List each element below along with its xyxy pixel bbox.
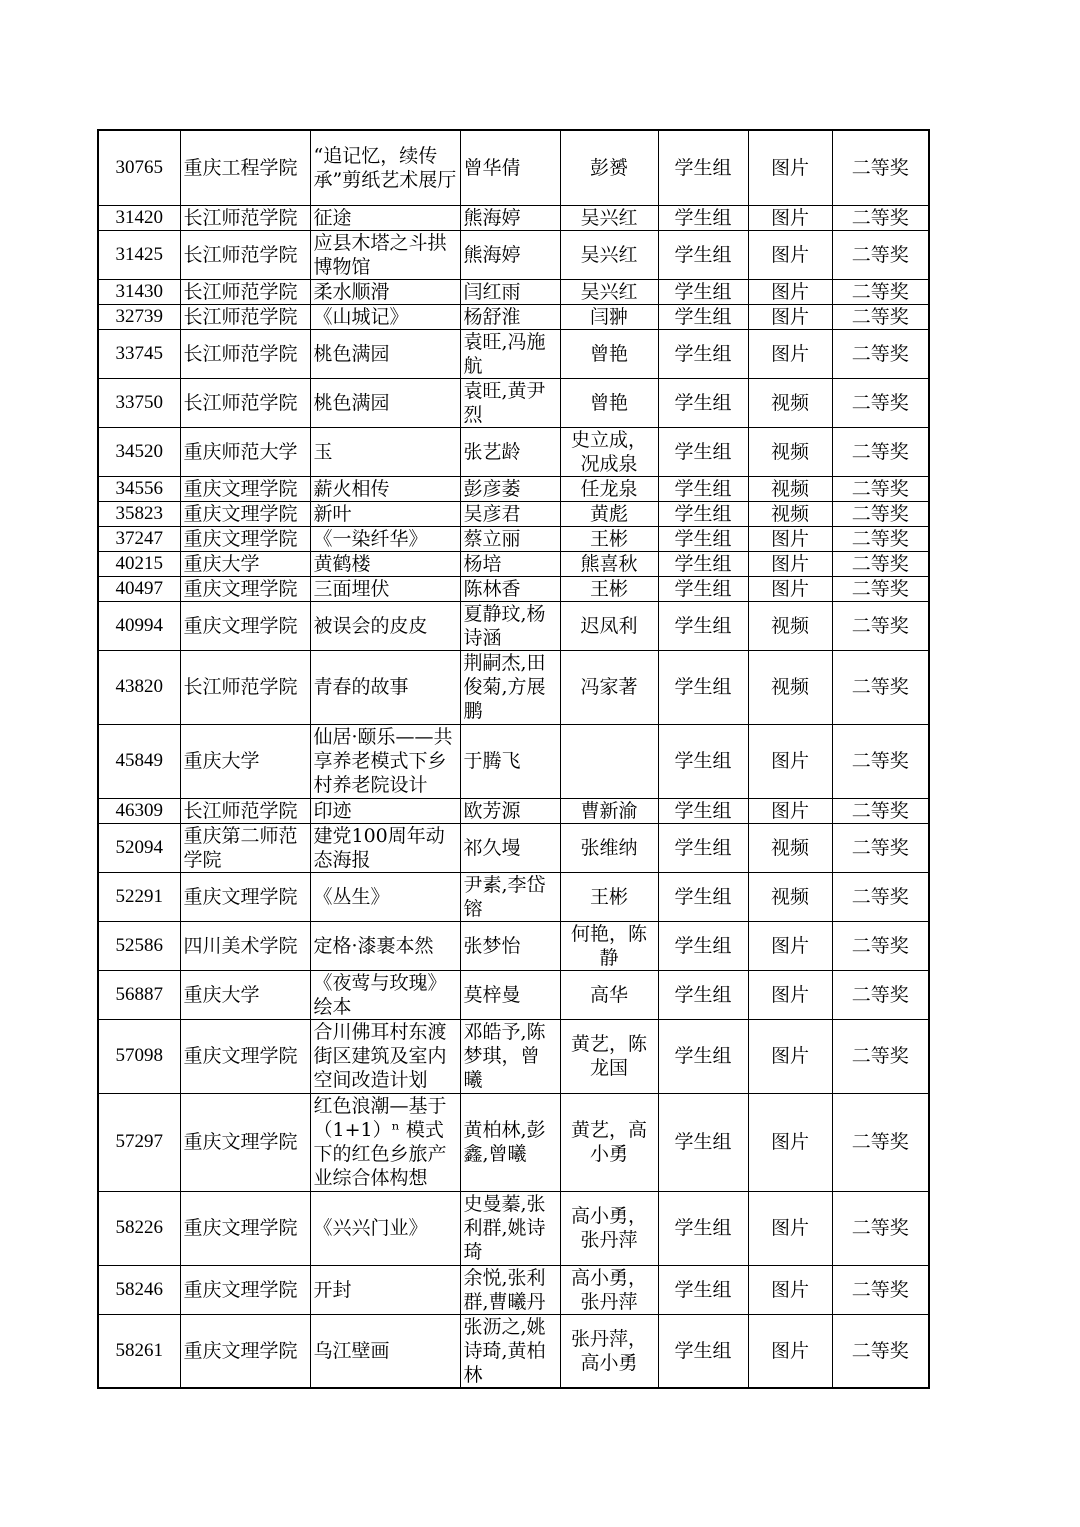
award-cell: 二等奖 [832,329,929,378]
award-cell: 二等奖 [832,970,929,1019]
school-cell: 重庆大学 [180,551,310,576]
work-type-cell: 图片 [748,724,832,798]
work-title-cell: 仙居·颐乐——共享养老模式下乡村养老院设计 [310,724,460,798]
entry-id-cell: 57297 [98,1093,180,1191]
award-table [97,129,930,1389]
group-cell: 学生组 [658,601,748,650]
tutor-cell: 任龙泉 [560,476,658,501]
award-cell: 二等奖 [832,427,929,476]
group-cell: 学生组 [658,1265,748,1314]
group-cell: 学生组 [658,576,748,601]
table-row [98,551,929,576]
award-cell: 二等奖 [832,378,929,427]
work-title-cell: 应县木塔之斗拱博物馆 [310,230,460,279]
authors-cell: 熊海婷 [460,230,560,279]
table-row [98,427,929,476]
work-title-cell: 玉 [310,427,460,476]
authors-cell: 夏静玟,杨诗涵 [460,601,560,650]
table-row [98,279,929,304]
group-cell: 学生组 [658,921,748,970]
award-cell: 二等奖 [832,130,929,205]
work-type-cell: 图片 [748,205,832,230]
school-cell: 长江师范学院 [180,205,310,230]
work-type-cell: 图片 [748,526,832,551]
award-cell: 二等奖 [832,921,929,970]
group-cell: 学生组 [658,1191,748,1265]
award-cell: 二等奖 [832,576,929,601]
authors-cell: 余悦,张利群,曹曦丹 [460,1265,560,1314]
authors-cell: 邓皓予,陈梦琪，曾曦 [460,1019,560,1093]
authors-cell: 杨培 [460,551,560,576]
table-row [98,476,929,501]
award-table-body [98,130,929,1388]
entry-id-cell: 46309 [98,798,180,823]
work-type-cell: 图片 [748,921,832,970]
entry-id-cell: 33750 [98,378,180,427]
school-cell: 重庆文理学院 [180,872,310,921]
entry-id-cell: 31425 [98,230,180,279]
entry-id-cell: 43820 [98,650,180,724]
tutor-cell: 曹新渝 [560,798,658,823]
work-title-cell: 红色浪潮—基于（1+1）ⁿ 模式下的红色乡旅产业综合体构想 [310,1093,460,1191]
work-title-cell: 乌江壁画 [310,1314,460,1388]
entry-id-cell: 52291 [98,872,180,921]
work-title-cell: 柔水顺滑 [310,279,460,304]
work-title-cell: 桃色满园 [310,378,460,427]
table-row [98,1314,929,1388]
entry-id-cell: 40994 [98,601,180,650]
authors-cell: 陈林香 [460,576,560,601]
award-cell: 二等奖 [832,501,929,526]
school-cell: 重庆文理学院 [180,1265,310,1314]
school-cell: 长江师范学院 [180,304,310,329]
school-cell: 重庆文理学院 [180,526,310,551]
table-row [98,601,929,650]
award-cell: 二等奖 [832,650,929,724]
school-cell: 重庆文理学院 [180,1314,310,1388]
table-row [98,872,929,921]
work-type-cell: 图片 [748,329,832,378]
entry-id-cell: 37247 [98,526,180,551]
table-row [98,798,929,823]
authors-cell: 曾华倩 [460,130,560,205]
group-cell: 学生组 [658,501,748,526]
authors-cell: 熊海婷 [460,205,560,230]
work-type-cell: 图片 [748,130,832,205]
work-type-cell: 图片 [748,1265,832,1314]
table-row [98,130,929,205]
work-type-cell: 视频 [748,501,832,526]
authors-cell: 吴彦君 [460,501,560,526]
group-cell: 学生组 [658,476,748,501]
school-cell: 长江师范学院 [180,798,310,823]
table-row [98,501,929,526]
table-row [98,1019,929,1093]
work-title-cell: 被误会的皮皮 [310,601,460,650]
table-row [98,205,929,230]
table-row [98,576,929,601]
group-cell: 学生组 [658,230,748,279]
entry-id-cell: 45849 [98,724,180,798]
work-title-cell: 定格·漆裹本然 [310,921,460,970]
work-type-cell: 视频 [748,872,832,921]
tutor-cell: 王彬 [560,872,658,921]
school-cell: 长江师范学院 [180,378,310,427]
table-row [98,1265,929,1314]
award-cell: 二等奖 [832,205,929,230]
school-cell: 长江师范学院 [180,230,310,279]
table-row [98,921,929,970]
award-cell: 二等奖 [832,1093,929,1191]
group-cell: 学生组 [658,872,748,921]
entry-id-cell: 30765 [98,130,180,205]
work-type-cell: 视频 [748,650,832,724]
authors-cell: 闫红雨 [460,279,560,304]
school-cell: 重庆大学 [180,970,310,1019]
school-cell: 重庆文理学院 [180,501,310,526]
award-cell: 二等奖 [832,823,929,872]
authors-cell: 史曼蓁,张利群,姚诗琦 [460,1191,560,1265]
work-type-cell: 图片 [748,1191,832,1265]
group-cell: 学生组 [658,551,748,576]
award-cell: 二等奖 [832,304,929,329]
entry-id-cell: 57098 [98,1019,180,1093]
group-cell: 学生组 [658,130,748,205]
school-cell: 长江师范学院 [180,329,310,378]
tutor-cell: 黄艺，陈龙国 [560,1019,658,1093]
tutor-cell: 冯家著 [560,650,658,724]
school-cell: 长江师范学院 [180,650,310,724]
entry-id-cell: 33745 [98,329,180,378]
authors-cell: 袁旺,黄尹烈 [460,378,560,427]
school-cell: 重庆文理学院 [180,1019,310,1093]
authors-cell: 祁久墁 [460,823,560,872]
group-cell: 学生组 [658,1314,748,1388]
authors-cell: 袁旺,冯施航 [460,329,560,378]
award-cell: 二等奖 [832,279,929,304]
award-cell: 二等奖 [832,1265,929,1314]
school-cell: 重庆文理学院 [180,1093,310,1191]
group-cell: 学生组 [658,724,748,798]
work-title-cell: 三面埋伏 [310,576,460,601]
entry-id-cell: 56887 [98,970,180,1019]
group-cell: 学生组 [658,650,748,724]
award-cell: 二等奖 [832,476,929,501]
table-row [98,526,929,551]
work-title-cell: 青春的故事 [310,650,460,724]
tutor-cell: 黄彪 [560,501,658,526]
tutor-cell: 曾艳 [560,329,658,378]
work-title-cell: 《一染纤华》 [310,526,460,551]
table-row [98,823,929,872]
authors-cell: 于腾飞 [460,724,560,798]
work-title-cell: 合川佛耳村东渡街区建筑及室内空间改造计划 [310,1019,460,1093]
entry-id-cell: 58226 [98,1191,180,1265]
entry-id-cell: 40215 [98,551,180,576]
tutor-cell: 高小勇，张丹萍 [560,1191,658,1265]
entry-id-cell: 31420 [98,205,180,230]
award-cell: 二等奖 [832,724,929,798]
entry-id-cell: 35823 [98,501,180,526]
tutor-cell: 高小勇，张丹萍 [560,1265,658,1314]
entry-id-cell: 34520 [98,427,180,476]
group-cell: 学生组 [658,427,748,476]
tutor-cell: 曾艳 [560,378,658,427]
school-cell: 重庆工程学院 [180,130,310,205]
table-row [98,329,929,378]
entry-id-cell: 34556 [98,476,180,501]
award-cell: 二等奖 [832,798,929,823]
tutor-cell: 史立成，况成泉 [560,427,658,476]
table-row [98,304,929,329]
entry-id-cell: 52094 [98,823,180,872]
work-type-cell: 图片 [748,551,832,576]
entry-id-cell: 58246 [98,1265,180,1314]
work-type-cell: 图片 [748,1314,832,1388]
group-cell: 学生组 [658,526,748,551]
award-cell: 二等奖 [832,872,929,921]
tutor-cell: 吴兴红 [560,205,658,230]
tutor-cell: 高华 [560,970,658,1019]
work-title-cell: 桃色满园 [310,329,460,378]
work-type-cell: 视频 [748,601,832,650]
work-title-cell: 《丛生》 [310,872,460,921]
group-cell: 学生组 [658,1019,748,1093]
tutor-cell: 王彬 [560,526,658,551]
work-type-cell: 视频 [748,378,832,427]
group-cell: 学生组 [658,378,748,427]
work-title-cell: 薪火相传 [310,476,460,501]
group-cell: 学生组 [658,970,748,1019]
work-title-cell: 开封 [310,1265,460,1314]
authors-cell: 杨舒淮 [460,304,560,329]
school-cell: 重庆文理学院 [180,601,310,650]
work-title-cell: 《夜莺与玫瑰》绘本 [310,970,460,1019]
school-cell: 重庆师范大学 [180,427,310,476]
entry-id-cell: 52586 [98,921,180,970]
work-type-cell: 图片 [748,279,832,304]
table-row [98,1191,929,1265]
tutor-cell: 黄艺，高小勇 [560,1093,658,1191]
work-title-cell: 建党100周年动态海报 [310,823,460,872]
tutor-cell: 闫翀 [560,304,658,329]
work-type-cell: 视频 [748,823,832,872]
award-cell: 二等奖 [832,551,929,576]
work-type-cell: 图片 [748,576,832,601]
award-cell: 二等奖 [832,601,929,650]
authors-cell: 黄柏林,彭鑫,曾曦 [460,1093,560,1191]
work-type-cell: 图片 [748,1019,832,1093]
tutor-cell: 吴兴红 [560,230,658,279]
work-title-cell: 印迹 [310,798,460,823]
tutor-cell: 迟凤利 [560,601,658,650]
authors-cell: 张艺龄 [460,427,560,476]
award-cell: 二等奖 [832,1019,929,1093]
table-row [98,230,929,279]
tutor-cell: 何艳，陈静 [560,921,658,970]
entry-id-cell: 32739 [98,304,180,329]
school-cell: 重庆大学 [180,724,310,798]
entry-id-cell: 40497 [98,576,180,601]
school-cell: 长江师范学院 [180,279,310,304]
authors-cell: 张梦怡 [460,921,560,970]
authors-cell: 荆嗣杰,田俊菊,方展鹏 [460,650,560,724]
work-type-cell: 图片 [748,970,832,1019]
group-cell: 学生组 [658,798,748,823]
work-title-cell: 征途 [310,205,460,230]
table-row [98,378,929,427]
work-type-cell: 图片 [748,798,832,823]
table-row [98,1093,929,1191]
work-title-cell: 黄鹤楼 [310,551,460,576]
work-title-cell: 新叶 [310,501,460,526]
tutor-cell: 吴兴红 [560,279,658,304]
authors-cell: 尹素,李岱镕 [460,872,560,921]
work-type-cell: 图片 [748,1093,832,1191]
group-cell: 学生组 [658,823,748,872]
tutor-cell [560,724,658,798]
award-cell: 二等奖 [832,1314,929,1388]
table-row [98,970,929,1019]
school-cell: 重庆文理学院 [180,476,310,501]
entry-id-cell: 31430 [98,279,180,304]
authors-cell: 蔡立丽 [460,526,560,551]
work-title-cell: 《兴兴门业》 [310,1191,460,1265]
school-cell: 重庆文理学院 [180,1191,310,1265]
work-type-cell: 视频 [748,427,832,476]
work-title-cell: 《山城记》 [310,304,460,329]
work-type-cell: 图片 [748,230,832,279]
group-cell: 学生组 [658,329,748,378]
award-cell: 二等奖 [832,526,929,551]
work-title-cell: “追记忆，续传承”剪纸艺术展厅 [310,130,460,205]
work-type-cell: 视频 [748,476,832,501]
table-row [98,650,929,724]
school-cell: 重庆文理学院 [180,576,310,601]
authors-cell: 彭彦萎 [460,476,560,501]
school-cell: 四川美术学院 [180,921,310,970]
group-cell: 学生组 [658,1093,748,1191]
award-cell: 二等奖 [832,1191,929,1265]
entry-id-cell: 58261 [98,1314,180,1388]
authors-cell: 欧芳源 [460,798,560,823]
authors-cell: 莫梓曼 [460,970,560,1019]
tutor-cell: 熊喜秋 [560,551,658,576]
school-cell: 重庆第二师范学院 [180,823,310,872]
group-cell: 学生组 [658,279,748,304]
work-type-cell: 图片 [748,304,832,329]
authors-cell: 张沥之,姚诗琦,黄柏林 [460,1314,560,1388]
tutor-cell: 张丹萍，高小勇 [560,1314,658,1388]
table-row [98,724,929,798]
group-cell: 学生组 [658,205,748,230]
group-cell: 学生组 [658,304,748,329]
tutor-cell: 张维纳 [560,823,658,872]
tutor-cell: 王彬 [560,576,658,601]
award-cell: 二等奖 [832,230,929,279]
tutor-cell: 彭赟 [560,130,658,205]
